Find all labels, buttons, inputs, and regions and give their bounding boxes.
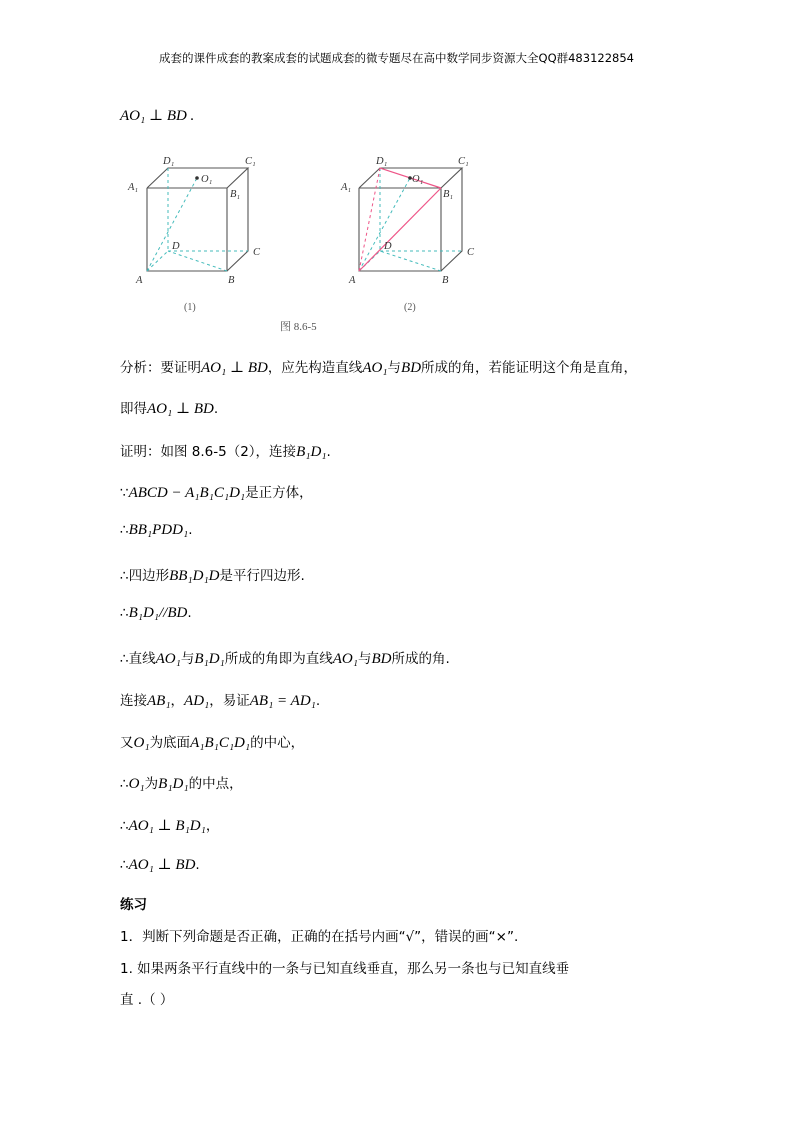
proof-line-11: ∴AO₁ ⊥ BD. — [120, 857, 200, 873]
proof-line-3: ∴BB₁PDD₁. — [120, 522, 193, 538]
cube1-label-d1: D₁ — [163, 156, 175, 167]
analysis-line-2: 即得AO₁ ⊥ BD. — [120, 401, 219, 417]
cube1-right-face — [227, 168, 248, 271]
cube1-front-face — [147, 188, 227, 271]
cube1-label-b1: B₁ — [230, 189, 241, 200]
page-header: 成套的课件成套的教案成套的试题成套的微专题尽在高中数学同步资源大全QQ群483122854 — [159, 51, 634, 65]
analysis-line-1: 分析：要证明AO₁ ⊥ BD，应先构造直线AO₁与BD所成的角，若能证明这个角是直角， — [120, 360, 638, 376]
proof-line-4: ∴四边形BB₁D₁D是平行四边形. — [120, 568, 305, 584]
cube1-label-d: D — [172, 241, 180, 252]
cube2-hidden-ao1 — [359, 178, 410, 271]
proof-line-2: ∵ABCD − A₁B₁C₁D₁是正方体， — [120, 485, 313, 501]
proof-line-9: ∴O₁为B₁D₁的中点， — [120, 776, 243, 792]
cube1-hidden-ao1 — [147, 178, 197, 271]
cube-2 — [340, 156, 475, 313]
cube1-hidden-ad — [147, 251, 168, 271]
cube1-label-a1: A₁ — [128, 182, 139, 193]
cube2-label-c1: C₁ — [458, 156, 469, 167]
proof-line-10: ∴AO₁ ⊥ B₁D₁， — [120, 818, 220, 834]
cube2-segment-ab1 — [359, 188, 441, 271]
cube2-label-b: B — [442, 275, 449, 286]
exercise-question-1-cont: 直 .（ ） — [120, 992, 174, 1008]
proof-line-7: 连接AB₁，AD₁，易证AB₁ = AD₁. — [120, 693, 321, 709]
exercise-title: 练习 — [120, 897, 147, 913]
cube1-label-b: B — [228, 275, 235, 286]
exercise-question-1: 1. 如果两条平行直线中的一条与已知直线垂直，那么另一条也与已知直线垂 — [120, 961, 570, 977]
proof-line-1: 证明：如图 8.6-5（2），连接B₁D₁. — [120, 444, 331, 460]
cube2-label-a: A — [349, 275, 356, 286]
figure-caption: 图 8.6-5 — [280, 321, 317, 333]
cube2-label-d: D — [384, 241, 392, 252]
cube1-label-a: A — [136, 275, 143, 286]
cube2-hidden-ad1 — [359, 168, 380, 271]
cube2-label-d1: D₁ — [376, 156, 388, 167]
cube2-label-b1: B₁ — [443, 189, 454, 200]
cube2-label-c: C — [467, 247, 475, 258]
cube1-label-c1: C₁ — [245, 156, 256, 167]
cube2-sublabel: (2) — [404, 302, 416, 313]
cube2-label-o1: O₁ — [412, 174, 424, 185]
cube1-o1-point — [195, 176, 199, 180]
proof-line-6: ∴直线AO₁与B₁D₁所成的角即为直线AO₁与BD所成的角. — [120, 651, 450, 667]
intro-conclusion: AO₁ ⊥ BD . — [120, 108, 195, 124]
cube2-hidden-bd — [380, 251, 441, 271]
cube1-label-c: C — [253, 247, 261, 258]
cube1-sublabel: (1) — [184, 302, 196, 313]
figure-8-6-5 — [0, 145, 793, 345]
cube-1 — [127, 156, 261, 313]
proof-line-5: ∴B₁D₁//BD. — [120, 605, 192, 621]
exercise-instruction: 1．判断下列命题是否正确，正确的在括号内画“√”，错误的画“×”. — [120, 929, 519, 945]
cube1-label-o1: O₁ — [201, 174, 213, 185]
cube2-right-face — [441, 168, 462, 271]
cube1-hidden-bd — [168, 251, 227, 271]
cube2-label-a1: A₁ — [341, 182, 352, 193]
proof-line-8: 又O₁为底面A₁B₁C₁D₁的中心， — [120, 735, 305, 751]
